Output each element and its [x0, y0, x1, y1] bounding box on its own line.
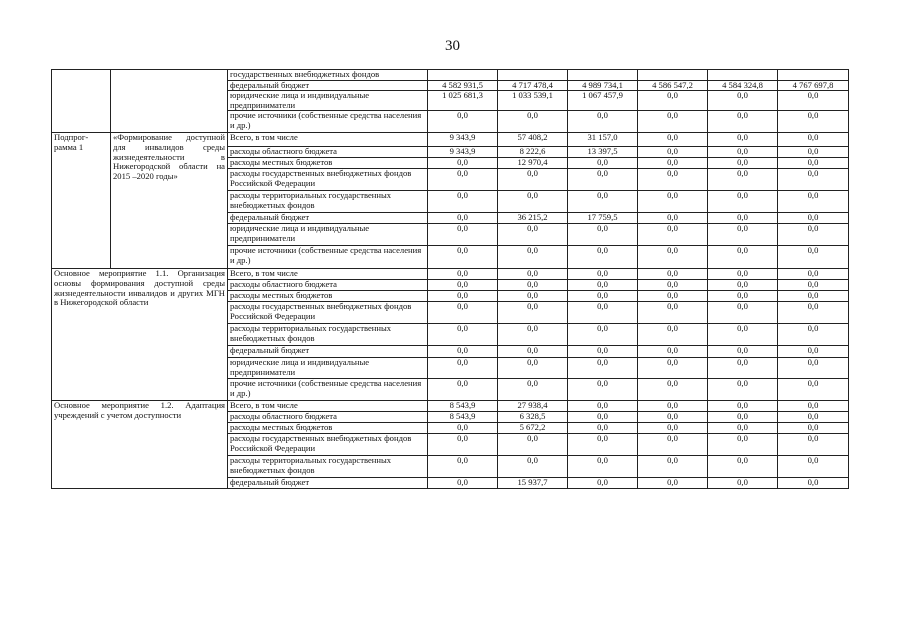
value-cell: 0,0 — [638, 456, 708, 478]
value-cell: 0,0 — [498, 358, 568, 379]
value-cell: 57 408,2 — [498, 133, 568, 147]
source-label: прочие источники (собственные средства населения и др.) — [228, 246, 428, 269]
value-cell: 0,0 — [708, 213, 778, 224]
value-cell: 0,0 — [778, 224, 849, 246]
source-label: федеральный бюджет — [228, 346, 428, 358]
value-cell: 0,0 — [708, 434, 778, 456]
table-row — [52, 401, 849, 412]
value-cell: 6 328,5 — [498, 412, 568, 423]
value-cell: 0,0 — [428, 280, 498, 291]
value-cell: 0,0 — [498, 111, 568, 133]
value-cell: 0,0 — [638, 133, 708, 147]
value-cell: 0,0 — [708, 246, 778, 269]
value-cell: 0,0 — [708, 280, 778, 291]
value-cell: 0,0 — [638, 191, 708, 213]
value-cell: 0,0 — [778, 147, 849, 158]
value-cell: 0,0 — [708, 133, 778, 147]
measure-name: Основное мероприятие 1.1. Организация основы формирования доступной среды жизнедеятельности инвалидов и других МГН в Нижегородской области — [52, 269, 228, 401]
value-cell: 8 543,9 — [428, 412, 498, 423]
value-cell: 0,0 — [708, 324, 778, 346]
value-cell: 0,0 — [638, 246, 708, 269]
value-cell: 0,0 — [778, 478, 849, 489]
value-cell — [428, 70, 498, 81]
value-cell: 0,0 — [708, 302, 778, 324]
value-cell: 0,0 — [568, 456, 638, 478]
value-cell: 0,0 — [638, 280, 708, 291]
value-cell: 31 157,0 — [568, 133, 638, 147]
value-cell: 0,0 — [428, 191, 498, 213]
value-cell — [498, 70, 568, 81]
source-label: расходы областного бюджета — [228, 412, 428, 423]
value-cell: 0,0 — [568, 269, 638, 280]
source-label: расходы областного бюджета — [228, 147, 428, 158]
value-cell: 0,0 — [498, 169, 568, 191]
value-cell: 0,0 — [568, 302, 638, 324]
value-cell: 1 067 457,9 — [568, 91, 638, 111]
budget-table-body — [52, 70, 849, 489]
value-cell: 0,0 — [708, 379, 778, 401]
value-cell: 0,0 — [778, 379, 849, 401]
program-label: Подпрог- рамма 1 — [52, 133, 111, 269]
value-cell: 1 033 539,1 — [498, 91, 568, 111]
value-cell: 0,0 — [778, 169, 849, 191]
value-cell: 4 717 478,4 — [498, 80, 568, 91]
value-cell: 0,0 — [638, 434, 708, 456]
value-cell: 0,0 — [498, 291, 568, 302]
value-cell: 0,0 — [568, 379, 638, 401]
value-cell: 0,0 — [428, 246, 498, 269]
source-label: расходы местных бюджетов — [228, 291, 428, 302]
program-name — [111, 70, 228, 133]
value-cell: 0,0 — [708, 478, 778, 489]
value-cell: 0,0 — [778, 423, 849, 434]
value-cell: 0,0 — [708, 224, 778, 246]
value-cell: 0,0 — [498, 434, 568, 456]
value-cell: 9 343,9 — [428, 147, 498, 158]
table-row — [52, 70, 849, 81]
value-cell: 0,0 — [708, 169, 778, 191]
value-cell: 0,0 — [708, 456, 778, 478]
value-cell: 0,0 — [498, 324, 568, 346]
value-cell: 4 582 931,5 — [428, 80, 498, 91]
value-cell: 0,0 — [708, 401, 778, 412]
value-cell: 0,0 — [428, 379, 498, 401]
value-cell: 0,0 — [708, 147, 778, 158]
value-cell: 0,0 — [568, 280, 638, 291]
source-label: прочие источники (собственные средства населения и др.) — [228, 379, 428, 401]
source-label: расходы государственных внебюджетных фондов Российской Федерации — [228, 434, 428, 456]
value-cell: 0,0 — [428, 358, 498, 379]
value-cell: 0,0 — [428, 423, 498, 434]
value-cell: 0,0 — [638, 302, 708, 324]
value-cell: 0,0 — [568, 158, 638, 169]
value-cell: 15 937,7 — [498, 478, 568, 489]
value-cell: 0,0 — [778, 158, 849, 169]
value-cell: 0,0 — [708, 158, 778, 169]
value-cell: 0,0 — [708, 269, 778, 280]
source-label: расходы местных бюджетов — [228, 158, 428, 169]
value-cell: 0,0 — [498, 224, 568, 246]
budget-table — [51, 69, 849, 489]
value-cell: 0,0 — [568, 291, 638, 302]
value-cell: 0,0 — [708, 423, 778, 434]
value-cell: 0,0 — [708, 91, 778, 111]
value-cell: 0,0 — [568, 423, 638, 434]
value-cell: 0,0 — [568, 401, 638, 412]
value-cell: 0,0 — [498, 346, 568, 358]
value-cell: 8 222,6 — [498, 147, 568, 158]
value-cell: 0,0 — [638, 346, 708, 358]
value-cell: 0,0 — [568, 191, 638, 213]
value-cell: 0,0 — [638, 324, 708, 346]
value-cell: 12 970,4 — [498, 158, 568, 169]
value-cell: 0,0 — [568, 346, 638, 358]
source-label: расходы территориальных государственных внебюджетных фондов — [228, 324, 428, 346]
value-cell: 0,0 — [778, 434, 849, 456]
value-cell: 0,0 — [778, 302, 849, 324]
value-cell: 13 397,5 — [568, 147, 638, 158]
program-name: «Формирование доступной для инвалидов среды жизнедеятельности в Нижегородской области на 2015 –2020 годы» — [111, 133, 228, 269]
program-label — [52, 70, 111, 133]
value-cell: 0,0 — [708, 412, 778, 423]
value-cell: 0,0 — [778, 213, 849, 224]
value-cell: 36 215,2 — [498, 213, 568, 224]
value-cell: 0,0 — [778, 191, 849, 213]
value-cell: 0,0 — [778, 401, 849, 412]
source-label: Всего, в том числе — [228, 269, 428, 280]
value-cell: 1 025 681,3 — [428, 91, 498, 111]
value-cell: 0,0 — [428, 213, 498, 224]
value-cell: 0,0 — [428, 478, 498, 489]
value-cell: 0,0 — [708, 111, 778, 133]
value-cell: 0,0 — [568, 111, 638, 133]
value-cell: 0,0 — [778, 324, 849, 346]
value-cell: 0,0 — [638, 379, 708, 401]
value-cell — [778, 70, 849, 81]
value-cell: 0,0 — [638, 111, 708, 133]
source-label: расходы территориальных государственных внебюджетных фондов — [228, 456, 428, 478]
value-cell: 0,0 — [428, 224, 498, 246]
value-cell — [568, 70, 638, 81]
value-cell: 0,0 — [568, 169, 638, 191]
value-cell: 0,0 — [568, 246, 638, 269]
value-cell: 0,0 — [498, 191, 568, 213]
value-cell: 0,0 — [778, 269, 849, 280]
value-cell: 0,0 — [498, 379, 568, 401]
value-cell: 8 543,9 — [428, 401, 498, 412]
value-cell: 0,0 — [498, 280, 568, 291]
value-cell: 0,0 — [638, 158, 708, 169]
value-cell: 0,0 — [428, 456, 498, 478]
table-row — [52, 133, 849, 147]
value-cell: 9 343,9 — [428, 133, 498, 147]
page-number: 30 — [445, 38, 460, 54]
source-label: государственных внебюджетных фондов — [228, 70, 428, 81]
source-label: юридические лица и индивидуальные предприниматели — [228, 224, 428, 246]
value-cell: 0,0 — [428, 158, 498, 169]
value-cell: 0,0 — [428, 169, 498, 191]
value-cell: 0,0 — [778, 412, 849, 423]
value-cell: 0,0 — [778, 346, 849, 358]
value-cell: 0,0 — [568, 358, 638, 379]
source-label: расходы местных бюджетов — [228, 423, 428, 434]
table-row — [52, 269, 849, 280]
value-cell: 0,0 — [638, 478, 708, 489]
source-label: юридические лица и индивидуальные предприниматели — [228, 358, 428, 379]
source-label: расходы государственных внебюджетных фондов Российской Федерации — [228, 302, 428, 324]
value-cell: 0,0 — [568, 412, 638, 423]
value-cell: 0,0 — [638, 224, 708, 246]
value-cell: 0,0 — [638, 169, 708, 191]
source-label: юридические лица и индивидуальные предприниматели — [228, 91, 428, 111]
value-cell: 0,0 — [498, 456, 568, 478]
source-label: расходы территориальных государственных внебюджетных фондов — [228, 191, 428, 213]
value-cell: 0,0 — [568, 478, 638, 489]
value-cell: 0,0 — [708, 346, 778, 358]
value-cell: 0,0 — [778, 291, 849, 302]
value-cell: 0,0 — [498, 302, 568, 324]
value-cell: 4 767 697,8 — [778, 80, 849, 91]
value-cell: 0,0 — [638, 91, 708, 111]
value-cell: 0,0 — [428, 434, 498, 456]
value-cell: 0,0 — [568, 224, 638, 246]
value-cell: 0,0 — [498, 246, 568, 269]
value-cell: 0,0 — [708, 358, 778, 379]
source-label: прочие источники (собственные средства населения и др.) — [228, 111, 428, 133]
source-label: Всего, в том числе — [228, 401, 428, 412]
value-cell: 0,0 — [498, 269, 568, 280]
value-cell: 0,0 — [778, 111, 849, 133]
value-cell: 0,0 — [638, 269, 708, 280]
value-cell: 0,0 — [708, 291, 778, 302]
value-cell: 0,0 — [778, 280, 849, 291]
value-cell — [708, 70, 778, 81]
value-cell: 0,0 — [568, 324, 638, 346]
value-cell: 5 672,2 — [498, 423, 568, 434]
value-cell: 0,0 — [428, 269, 498, 280]
value-cell: 0,0 — [428, 111, 498, 133]
source-label: расходы государственных внебюджетных фондов Российской Федерации — [228, 169, 428, 191]
value-cell: 4 584 324,8 — [708, 80, 778, 91]
value-cell: 0,0 — [638, 412, 708, 423]
value-cell: 0,0 — [778, 358, 849, 379]
source-label: Всего, в том числе — [228, 133, 428, 147]
value-cell: 0,0 — [638, 213, 708, 224]
source-label: расходы областного бюджета — [228, 280, 428, 291]
value-cell: 0,0 — [778, 246, 849, 269]
value-cell: 0,0 — [778, 91, 849, 111]
value-cell: 0,0 — [638, 147, 708, 158]
value-cell: 0,0 — [428, 302, 498, 324]
source-label: федеральный бюджет — [228, 80, 428, 91]
value-cell: 0,0 — [428, 346, 498, 358]
value-cell: 0,0 — [568, 434, 638, 456]
source-label: федеральный бюджет — [228, 213, 428, 224]
value-cell: 0,0 — [778, 456, 849, 478]
value-cell — [638, 70, 708, 81]
value-cell: 0,0 — [428, 291, 498, 302]
value-cell: 0,0 — [708, 191, 778, 213]
value-cell: 0,0 — [638, 401, 708, 412]
value-cell: 0,0 — [428, 324, 498, 346]
measure-name: Основное мероприятие 1.2. Адаптация учреждений с учетом доступности — [52, 401, 228, 489]
source-label: федеральный бюджет — [228, 478, 428, 489]
value-cell: 4 989 734,1 — [568, 80, 638, 91]
value-cell: 0,0 — [638, 358, 708, 379]
value-cell: 27 938,4 — [498, 401, 568, 412]
value-cell: 17 759,5 — [568, 213, 638, 224]
value-cell: 0,0 — [778, 133, 849, 147]
value-cell: 0,0 — [638, 291, 708, 302]
value-cell: 0,0 — [638, 423, 708, 434]
value-cell: 4 586 547,2 — [638, 80, 708, 91]
